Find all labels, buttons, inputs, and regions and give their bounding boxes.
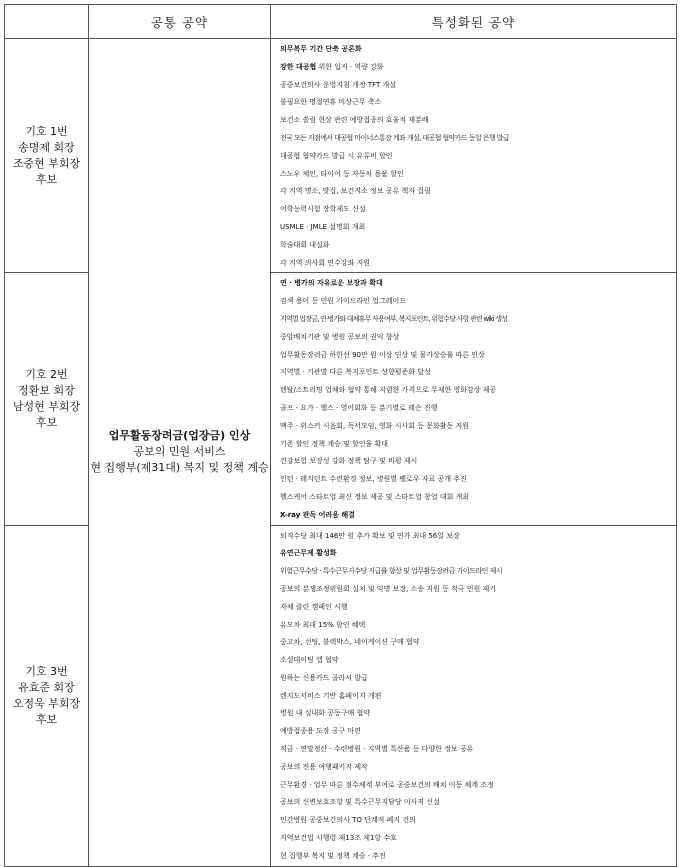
candidate-vice: 조중현 부회장	[12, 156, 81, 170]
header-empty-cell	[5, 5, 89, 39]
candidate-suffix: 후보	[35, 415, 58, 429]
pledge-item: 소셜데이팅 앱 협약	[280, 656, 339, 665]
special-pledge-cell-2	[271, 273, 677, 525]
pledge-item: 퇴직수당 최대 146만 원 추가 확보 및 연가 최대 56일 보장	[280, 531, 460, 540]
pledge-item-bold: 강한 대공협	[280, 62, 317, 71]
pledge-item: 렌지도서비스 기반 홈페이지 개편	[280, 691, 382, 700]
pledge-item: 민간병원 공중보건의사 TO 단계적 폐지 건의	[280, 816, 416, 825]
candidate-vice: 남성현 부회장	[12, 399, 81, 413]
pledge-item: 공보의 신변보호조항 및 특수근무지담당 이사직 신설	[280, 798, 440, 807]
pledge-item: 불필요한 명절연휴 비상근무 축소	[280, 98, 382, 107]
pledge-table	[4, 4, 677, 867]
header-row	[5, 5, 677, 39]
pledge-item: 학술대회 내실화	[280, 240, 330, 249]
candidate-1-cell	[5, 39, 89, 273]
pledge-item: 골프 · 요가 · 헬스 · 영어회화 등 분기별로 레슨 진행	[280, 403, 438, 412]
header-common-pledge: 공통 공약	[89, 5, 271, 39]
pledge-item	[280, 59, 676, 77]
candidate-suffix: 후보	[35, 172, 58, 186]
common-pledge-line: 공보의 민원 서비스	[133, 445, 226, 459]
pledge-item: 위험근무수당 · 특수근무지수당 지급률 향상 및 업무활동장려금 가이드라인 제시	[280, 567, 503, 576]
special-pledge-cell-3	[271, 525, 677, 866]
pledge-item: 의무복무 기간 단축 공론화	[280, 45, 362, 53]
pledge-item: 지역별 업장금, 연·병가와 대체휴무 사용여부, 복지포인트, 위험수당 사항 관련 wiki 생성	[280, 314, 508, 323]
common-pledge-line: 업무활동장려금(업장금) 인상	[108, 429, 251, 443]
pledge-item: USMLE · JMLE 설명회 개최	[280, 222, 366, 231]
pledge-item: 전국 모든 지점에서 대공협 마이너스통장 계좌 개설, 대공협 협약카드 동일 은행 발급	[280, 133, 510, 142]
pledge-item: 검색 용이 등 민원 가이드라인 업그레이드	[280, 297, 407, 306]
pledge-item: 기존 할인 정책 계승 및 할인율 확대	[280, 439, 389, 448]
pledge-item: 대공협 협약카드 발급 시 유류비 할인	[280, 151, 393, 160]
pledge-item: 적금 · 연말정산 · 수련병원 · 지역별 특산품 등 다양한 정보 공유	[280, 745, 474, 754]
pledge-item: 현 집행부 복지 및 정책 계승 · 추진	[280, 851, 386, 860]
pledge-item: 헬스케어 스타트업 최신 정보 제공 및 스타트업 창업 대회 개최	[280, 492, 470, 501]
pledge-item: 공보의 전용 여행패키지 제작	[280, 762, 368, 771]
common-pledge-cell	[89, 39, 271, 867]
header-special-pledge: 특성화된 공약	[271, 5, 677, 39]
pledge-item: 렌탈/스트리밍 업체와 협약 통해 저렴한 가격으로 무제한 영화감상 제공	[280, 386, 497, 395]
pledge-item: 각 지역 의사회 연수강좌 지원	[280, 258, 371, 267]
pledge-item: 지역보건법 시행령 제13조 제1항 수호	[280, 834, 397, 843]
pledge-item: 인턴 · 레지던트 수련환경 정보, 병원별 펠로우 자료 공개 추진	[280, 475, 467, 484]
pledge-item-rest: 위한 입지 · 역량 강화	[316, 62, 384, 71]
pledge-item: 스노우 체인, 타이어 등 자동차 용품 할인	[280, 169, 404, 178]
candidate-president: 정환보 회장	[18, 383, 75, 397]
special-pledge-cell-1	[271, 39, 677, 273]
candidate-vice: 오정욱 부회장	[12, 696, 81, 710]
pledge-item: 공보의 분쟁조정위원회 설치 및 익명 보장, 소송 지원 등 적극 민원 제기	[280, 584, 497, 593]
pledge-item: 연 · 병가의 자유로운 보장과 확대	[280, 279, 383, 288]
pledge-item: 공중보건의사 운영지침 개정 TFT 개설	[280, 80, 397, 89]
candidate-2-cell	[5, 273, 89, 525]
pledge-item: 맥주 · 위스키 시음회, 독서모임, 영화 시사회 등 문화활동 지원	[280, 421, 469, 430]
pledge-item: 각 지역 명소, 맛집, 보건지소 정보 공유 책자 집필	[280, 187, 431, 196]
pledge-item: 예방접종용 도장 공구 마련	[280, 727, 362, 736]
pledge-item: 중고차, 선팅, 블랙박스, 네이게이션 구매 협약	[280, 638, 420, 647]
candidate-suffix: 후보	[35, 712, 58, 726]
candidate-president: 유효준 회장	[18, 680, 75, 694]
pledge-item: 유모차 최대 15% 할인 혜택	[280, 620, 366, 629]
pledge-item: 병원 내 실내화 공동구매 협약	[280, 709, 371, 718]
pledge-item: 어학능력시험 장학제도 신설	[280, 205, 366, 214]
candidate-number: 기호 1번	[25, 124, 68, 138]
candidate-president: 송명제 회장	[18, 140, 75, 154]
candidate-row-1	[5, 39, 677, 273]
pledge-item: 보건소 쏠림 현상 관련 예방접종의 효율적 재분배	[280, 116, 429, 125]
common-pledge-line: 현 집행부(제31대) 복지 및 정책 계승	[90, 461, 269, 475]
candidate-number: 기호 3번	[25, 664, 68, 678]
candidate-3-cell	[5, 525, 89, 866]
candidate-number: 기호 2번	[25, 367, 68, 381]
pledge-item: 근무환경 · 업무 따른 점수체계 부여로 공중보건의 배치 이동 체계 조정	[280, 780, 494, 789]
pledge-item: 원하는 신용카드 골라서 발급	[280, 673, 368, 682]
pledge-item: 건강보험 보장성 강화 정책 탐구 및 비평 제시	[280, 457, 418, 466]
pledge-item: X-ray 판독 어려움 해결	[280, 510, 355, 519]
pledge-item: 지역별 · 기관별 다른 복지포인트 상향평준화 달성	[280, 368, 431, 377]
pledge-item: 유연근무제 활성화	[280, 549, 337, 558]
pledge-item: 중앙배치기관 및 병원 공보의 권익 향상	[280, 332, 400, 341]
pledge-item: 자체 클린 캠페인 시행	[280, 602, 348, 611]
pledge-item: 업무활동장려금 하한선 90만 원 이상 인상 및 물가상승률 따른 인상	[280, 350, 485, 359]
